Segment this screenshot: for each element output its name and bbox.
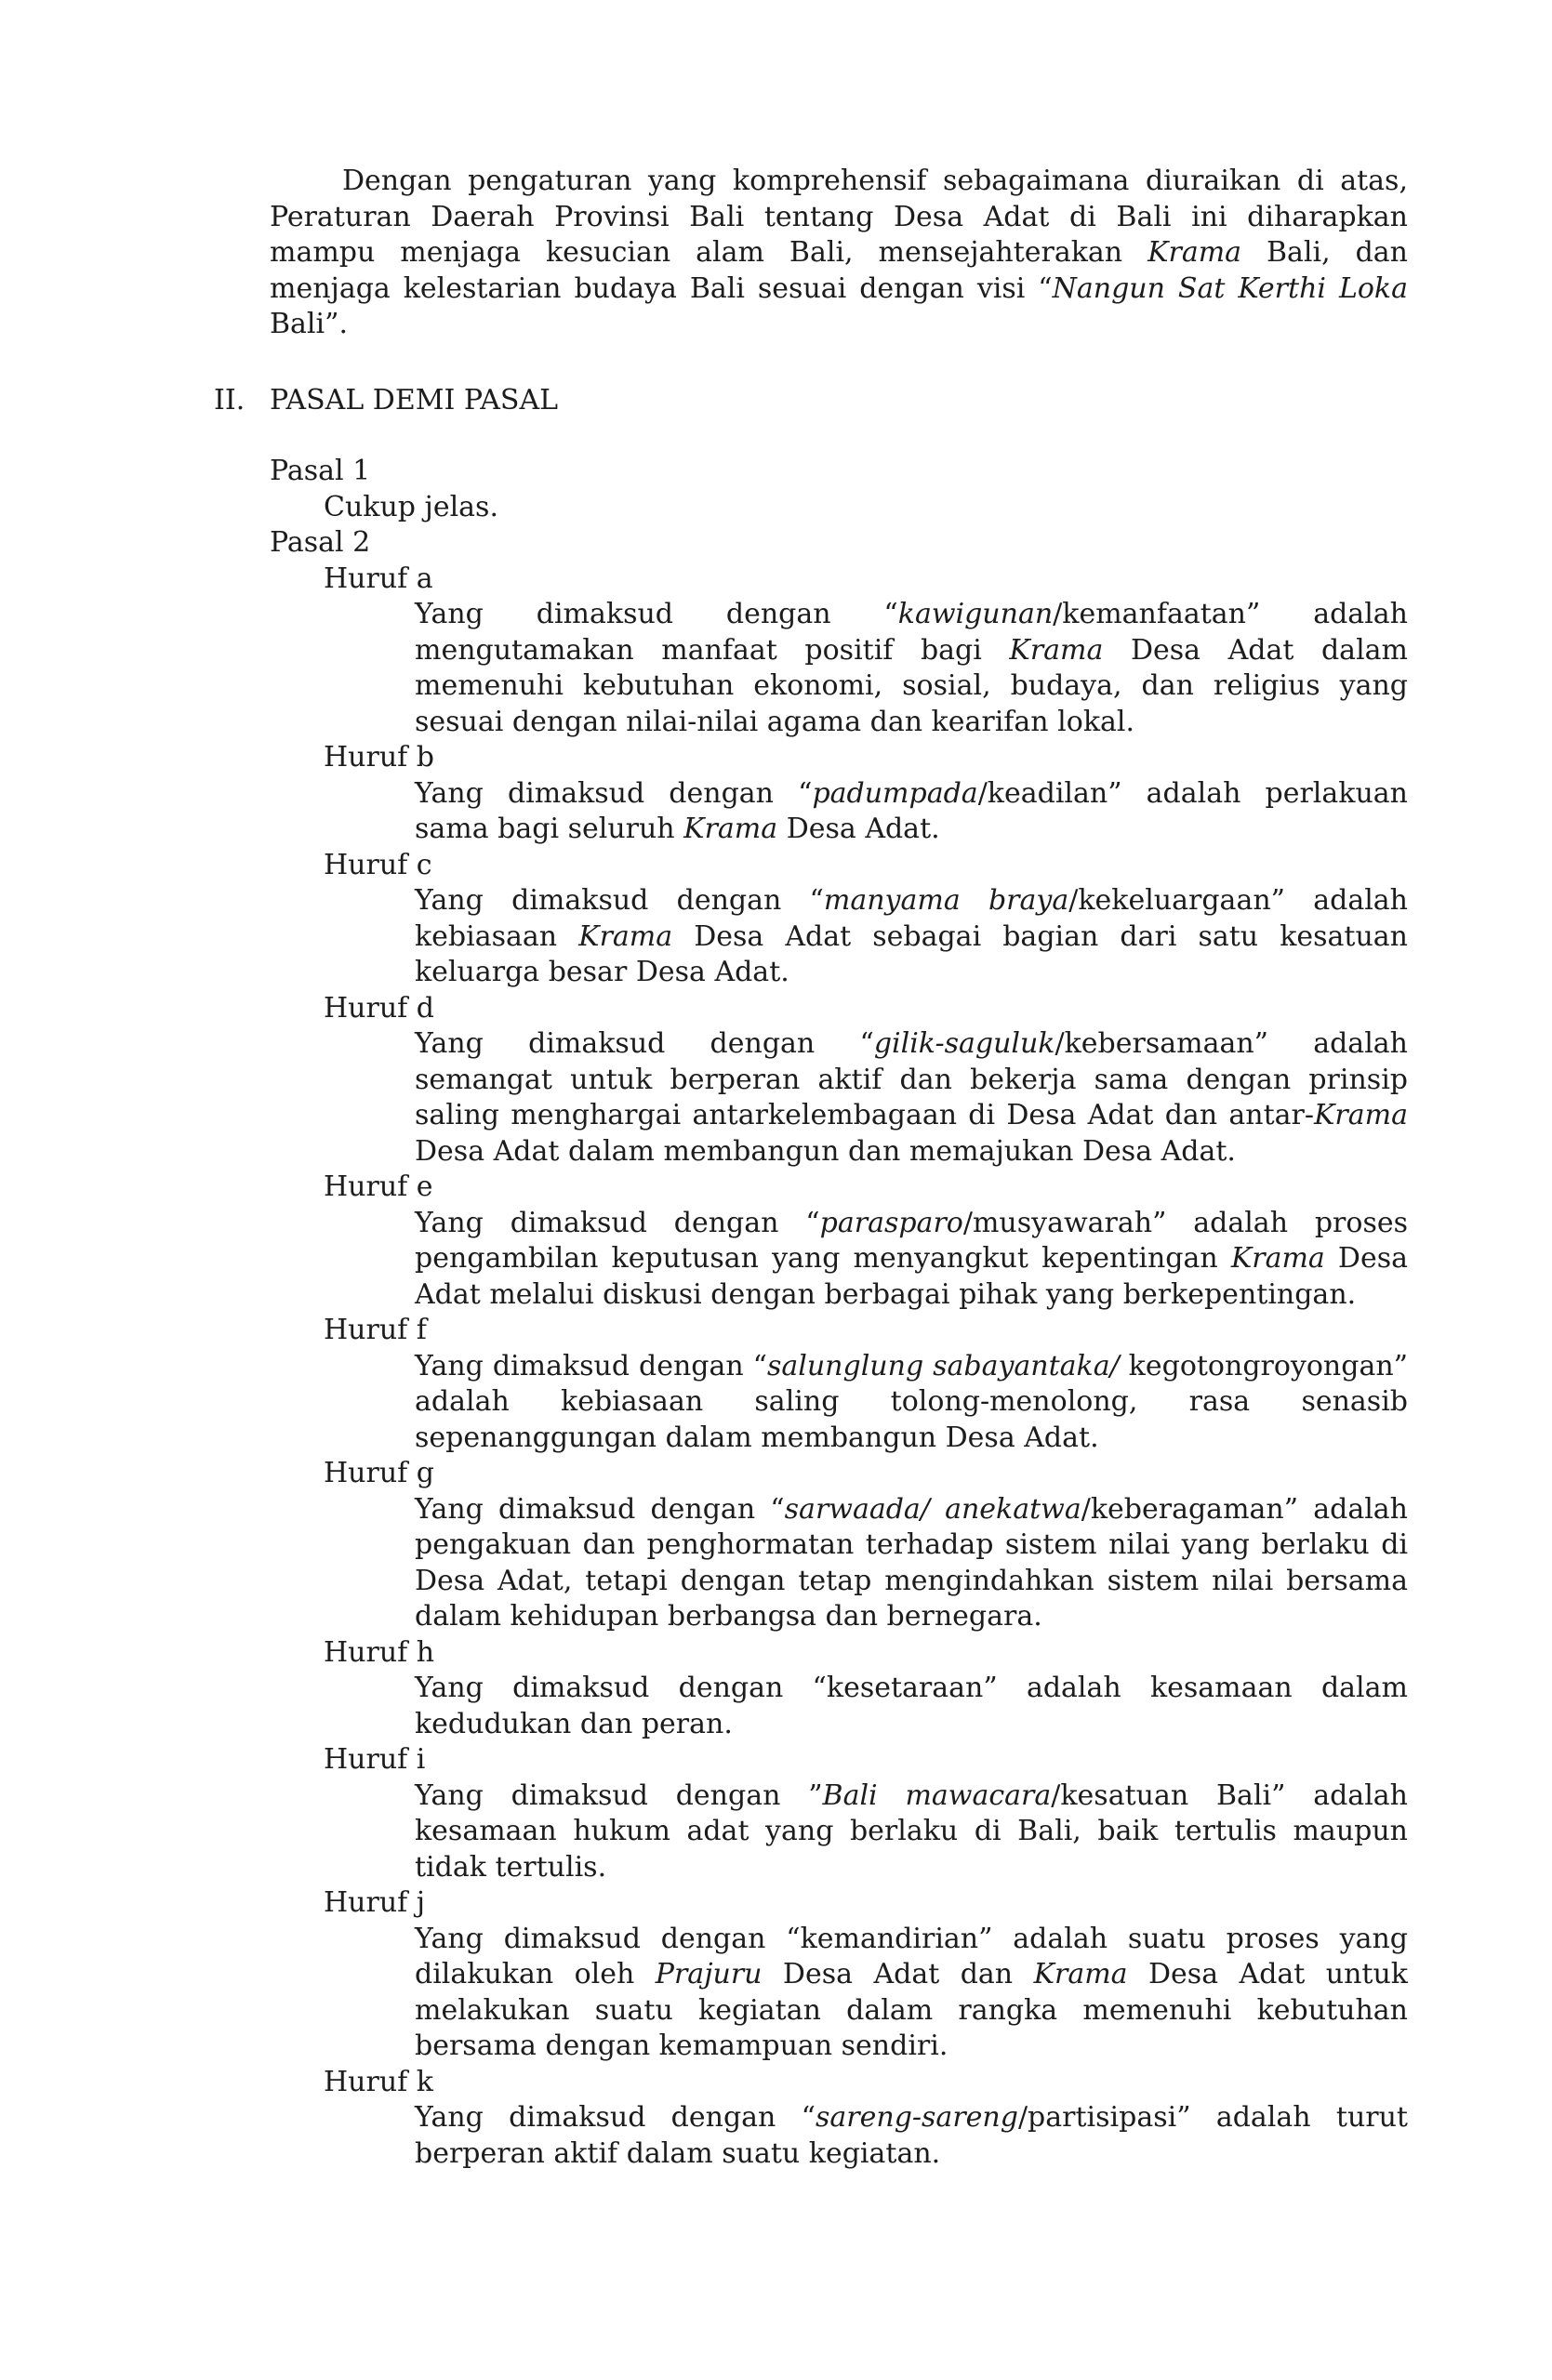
pasal-1-body: Cukup jelas. [324,490,498,523]
italic-term: Prajuru [655,1958,763,1990]
text-run: /kebersamaan” adalah semangat untuk berperan aktif dan bekerja sama dengan prinsip saling menghargai antarkelembagaan di Desa Adat dan antar- [415,1027,1408,1131]
text-run: Yang dimaksud dengan “ [415,1492,785,1526]
italic-term: Krama [683,813,778,845]
huruf-explanation [415,1206,1408,1314]
text-run: Desa Adat dalam membangun dan memajukan Desa Adat. [415,1134,1236,1168]
huruf-item [270,740,1413,848]
italic-term: Krama [1147,236,1242,269]
huruf-label: Huruf h [324,1635,435,1669]
text-run: Yang dimaksud dengan “ [415,2101,816,2134]
pasal-1-title: Pasal 1 [270,455,371,487]
text-run: Yang dimaksud dengan “ [415,1027,874,1060]
huruf-item [270,1742,1413,1885]
huruf-item [270,562,1413,741]
huruf-item [270,1456,1413,1635]
huruf-item [270,991,1413,1170]
text-run: Yang dimaksud dengan “ [415,1206,820,1239]
huruf-item [270,848,1413,991]
huruf-label: Huruf b [324,741,434,774]
huruf-item [270,1635,1413,1743]
text-run: Dengan pengaturan yang komprehensif sebagaimana diuraikan di atas, Peraturan Daerah Provinsi Bali tentang Desa Adat di Bali ini diharapkan mampu menjaga kesucian alam Bali, mensejahterakan [270,165,1408,269]
huruf-label: Huruf e [324,1170,433,1203]
huruf-item [270,1885,1413,2065]
text-run: /kekeluargaan” adalah kebiasaan [415,884,1409,953]
text-run: Yang dimaksud dengan “ [415,598,898,630]
text-run: /kesatuan Bali” adalah kesamaan hukum adat yang berlaku di Bali, baik tertulis maupun tidak tertulis. [415,1778,1408,1884]
text-run: Desa Adat untuk melakukan suatu kegiatan dalam rangka memenuhi kebutuhan bersama dengan kemampuan sendiri. [415,1958,1408,2062]
italic-term: Bali mawacara [822,1778,1052,1812]
section-heading [214,383,558,419]
italic-term: parasparo [819,1206,963,1239]
text-run: /keadilan” adalah perlakuan sama bagi seluruh [415,776,1408,845]
italic-term: sarwaada/ anekatwa [784,1492,1081,1526]
italic-term: Krama [1314,1099,1408,1131]
text-run: Yang dimaksud dengan “ [415,1349,767,1382]
text-run: Desa Adat sebagai bagian dari satu kesatuan keluarga besar Desa Adat. [415,919,1408,988]
text-run: /kemanfaatan” adalah mengutamakan manfaat positif bagi [415,598,1408,667]
italic-term: padumpada [812,776,978,810]
huruf-explanation [415,1922,1408,2065]
huruf-explanation [415,1492,1408,1635]
pasal-list [270,454,1413,2172]
text-run: /partisipasi” adalah turut berperan aktif dalam suatu kegiatan. [415,2101,1408,2170]
text-run: Yang dimaksud dengan “kesetaraan” adalah kesamaan dalam kedudukan dan peran. [415,1672,1408,1740]
text-run: Desa Adat dalam memenuhi kebutuhan ekonomi, sosial, budaya, dan religius yang sesuai dengan nilai-nilai agama dan kearifan lokal. [415,633,1408,738]
huruf-explanation [415,1349,1408,1457]
huruf-label: Huruf i [324,1743,426,1776]
text-run: Desa Adat. [777,813,940,845]
italic-term: manyama braya [823,884,1069,917]
huruf-item [270,2065,1413,2173]
text-run: Desa Adat melalui diskusi dengan berbagai pihak yang berkepentingan. [415,1242,1408,1311]
text-run: kegotongroyongan” adalah kebiasaan saling tolong-menolong, rasa senasib sepenanggungan dalam membangun Desa Adat. [415,1349,1408,1454]
huruf-explanation [415,776,1408,848]
huruf-label: Huruf c [324,848,432,881]
text-run: Yang dimaksud dengan “ [415,776,813,810]
text-run: /keberagaman” adalah pengakuan dan penghormatan terhadap sistem nilai yang berlaku di Desa Adat, tetapi dengan tetap mengindahkan sistem nilai bersama dalam kehidupan berbangsa dan bernegara. [415,1492,1409,1633]
italic-term: kawigunan [897,598,1054,630]
text-run: Yang dimaksud dengan ” [415,1778,823,1812]
text-run: /musyawarah” adalah proses pengambilan keputusan yang menyangkut kepentingan [415,1206,1408,1275]
text-run: Bali, dan menjaga kelestarian budaya Bali sesuai dengan visi “ [270,236,1408,305]
huruf-item [270,1313,1413,1456]
italic-term: Krama [1009,633,1104,667]
huruf-label: Huruf d [324,991,434,1025]
italic-term: Nangun Sat Kerthi Loka [1052,271,1408,305]
italic-term: Krama [578,919,673,953]
italic-term: salunglung sabayantaka/ [766,1349,1120,1382]
huruf-explanation [415,597,1408,740]
huruf-label: Huruf k [324,2065,433,2098]
intro-paragraph [270,164,1408,343]
huruf-explanation [415,1778,1408,1886]
text-run: Yang dimaksud dengan “ [415,884,824,917]
huruf-explanation [415,883,1408,991]
italic-term: Krama [1230,1242,1325,1275]
pasal-2-huruf-list [270,562,1413,2173]
italic-term: sareng-sareng [816,2101,1018,2134]
italic-term: gilik-saguluk [873,1027,1055,1060]
huruf-explanation [415,2100,1408,2172]
huruf-item [270,1170,1413,1313]
italic-term: Krama [1033,1958,1128,1990]
huruf-label: Huruf g [324,1457,434,1489]
text-run: Bali”. [270,308,348,340]
huruf-label: Huruf a [324,562,433,595]
huruf-label: Huruf j [324,1886,426,1919]
huruf-label: Huruf f [324,1314,427,1346]
section-number: II. [214,384,245,416]
text-run: Desa Adat dan [762,1958,1034,1990]
text-run: Yang dimaksud dengan “kemandirian” adalah suatu proses yang dilakukan oleh [415,1922,1408,1990]
huruf-explanation [415,1026,1408,1170]
section-title: PASAL DEMI PASAL [270,384,559,416]
pasal-2-title: Pasal 2 [270,526,371,559]
huruf-explanation [415,1671,1408,1742]
